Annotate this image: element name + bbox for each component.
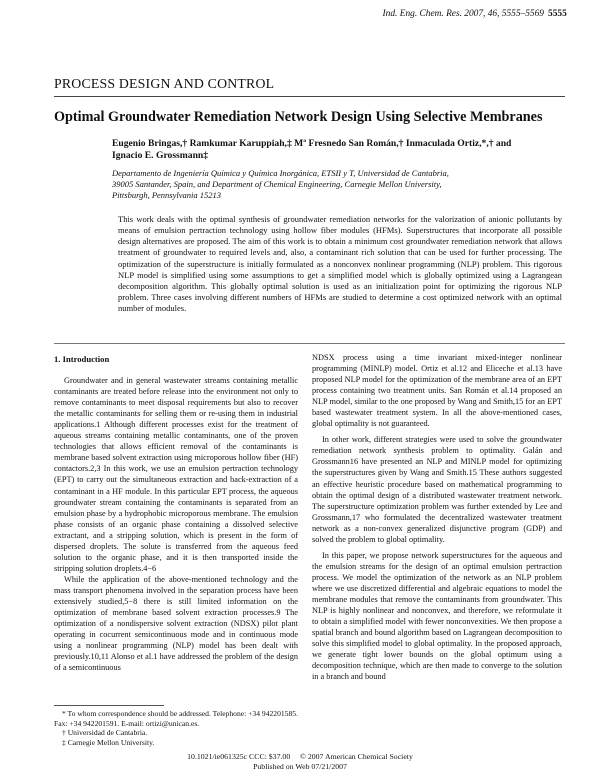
- footnote-cmu: ‡ Carnegie Mellon University.: [62, 737, 155, 747]
- left-paragraph-1: Groundwater and in general wastewater streams containing metallic contaminants are treated before release into the environment not only to remove contaminants to meet disposal requirements but also to recover the metallic contaminants for selling them or re-using them in industrial applications.1 Although different processes exist for the treatment of aqueous streams containing metallic contaminants, one of the proven technologies that allows efficient removal of the contaminants is membrane based solvent extraction using microporous hollow fiber (HF) contactors.2,3 In this work, we use an emulsion pertraction technology (EPT) to carry out the simultaneous extraction and back-extraction of a contaminant in a HF module. In this particular EPT process, the aqueous groundwater stream containing the contaminants is separated from an emulsion phase by a hydrophobic microporous membrane. The emulsion phase consists of an organic phase containing a dissolved selective extractant, and a stripping solution, which is present in the form of dispersed droplets. The solute is transferred from the aqueous feed solution to the organic phase, and it is then transported inside the stripping solution droplets.4−6: [54, 376, 298, 573]
- author-list: [112, 138, 562, 162]
- journal-citation: Ind. Eng. Chem. Res. 2007, 46, 5555–5569: [382, 9, 544, 19]
- right-paragraph-2: In other work, different strategies were used to solve the groundwater remediation network synthesis problem to optimality. Galán and Grossmann16 have presented an NLP and MINLP model for optimizing the superstructures given by Wang and Smith.15 These authors suggested an effective heuristic procedure based on mathematical programming to obtain the optimal design of a distributed wastewater treatment network. The superstructure optimization problem was further extended by Lee and Grossmann,17 who formulated the decentralized wastewater treatment network as a non-convex generalized disjunctive program (GDP) and solved the problem to global optimality.: [312, 435, 562, 544]
- intro-heading: 1. Introduction: [54, 354, 110, 364]
- header-divider: [54, 96, 565, 97]
- author-line-1: Eugenio Bringas,† Ramkumar Karuppiah,‡ Mª Fresnedo San Román,† Inmaculada Ortiz,*,† and: [112, 138, 512, 149]
- right-column: [312, 352, 562, 682]
- affiliation-line-1: Departamento de Ingeniería Química y Química Inorgánica, ETSII y T, Universidad de Cantabria,: [112, 168, 449, 178]
- affiliation: [112, 168, 552, 201]
- page-number: 5555: [548, 9, 567, 19]
- paper-title: Optimal Groundwater Remediation Network Design Using Selective Membranes: [54, 109, 543, 125]
- published-line: Published on Web 07/21/2007: [253, 761, 347, 771]
- right-paragraph-1: NDSX process using a time invariant mixed-integer nonlinear programming (MINLP) model. Ortiz et al.12 and Eliceche et al.13 have proposed NLP model for the optimization of the membrane area of an EPT process containing two treatment units. San Román et al.14 proposed an NLP model, similar to the one proposed by Wang and Smith,15 for an EPT based wastewater treatment system. In all the above-mentioned cases, global optimality is not guaranteed.: [312, 353, 562, 429]
- publication-footer: [0, 752, 600, 771]
- footnotes: [54, 709, 298, 747]
- footnote-cantabria: † Universidad de Cantabria.: [62, 728, 148, 738]
- doi-line: 10.1021/ie061325c CCC: $37.00 © 2007 American Chemical Society: [187, 752, 413, 761]
- abstract: This work deals with the optimal synthesis of groundwater remediation networks for the valorization of anionic pollutants by means of emulsion pertraction technology using hollow fiber modules (HFMs). Superstructures that incorporate all possible design alternatives are proposed. The aim of this work is to obtain a minimum cost groundwater remediation network that allows treatment of groundwater to required levels and, also, a contaminant rich solution that can be used for further processing. The optimization of the superstructure is initially formulated as a nonconvex nonlinear programming (NLP) problem. This rigorous NLP model is simplified using some assumptions to get a simplified model which is globally optimized using a Lagrangean decomposition algorithm. This globally optimal solution is used as an initialization point for optimizing the rigorous NLP problem. Three cases involving different numbers of HFMs are studied to determine a cost optimized network with an optimal number of modules.: [118, 214, 562, 314]
- author-line-2: Ignacio E. Grossmann‡: [112, 150, 209, 161]
- footnote-correspondence: * To whom correspondence should be addressed. Telephone: +34 942201585. Fax: +34 942201591. E-mail: ortizi@unican.es.: [54, 709, 298, 728]
- affiliation-line-2: 39005 Santander, Spain, and Department of Chemical Engineering, Carnegie Mellon University,: [112, 179, 442, 189]
- footnote-divider: [54, 705, 164, 706]
- affiliation-line-3: Pittsburgh, Pennsylvania 15213: [112, 190, 221, 200]
- abstract-divider: [54, 343, 565, 344]
- section-label: PROCESS DESIGN AND CONTROL: [54, 76, 275, 91]
- right-paragraph-3: In this paper, we propose network superstructures for the aqueous and the emulsion streams for the design of an optimal emulsion pertraction process. We model the optimization of the network as an NLP problem where we use discretized differential and algebraic equations to model the membrane modules that remove the contaminants from groundwater. This NLP is highly nonlinear and nonconvex, and therefore, we reformulate it to obtain a simplified model with fewer nonconvexities. We then propose a spatial branch and bound algorithm based on Lagrangean decomposition to solve this simplified model to global optimality. In the proposed approach, we generate tight lower bounds on the global optimum using a decomposition technique, which are then made to converge to the solution in a branch and bound: [312, 550, 562, 682]
- left-column: [54, 354, 298, 673]
- left-paragraph-2: While the application of the above-mentioned technology and the mass transport phenomena involved in the separation process have been extensively studied,5−8 there is still limited information on the optimization of membrane based solvent extraction processes.9 The optimization of a nondispersive solvent extraction (NDSX) pilot plant operating in cocurrent semicontinuous mode and in continuous mode using a nonlinear programming (NLP) model has been dealt with previously.10,11 Alonso et al.1 have addressed the problem of the design of a semicontinuous: [54, 574, 298, 673]
